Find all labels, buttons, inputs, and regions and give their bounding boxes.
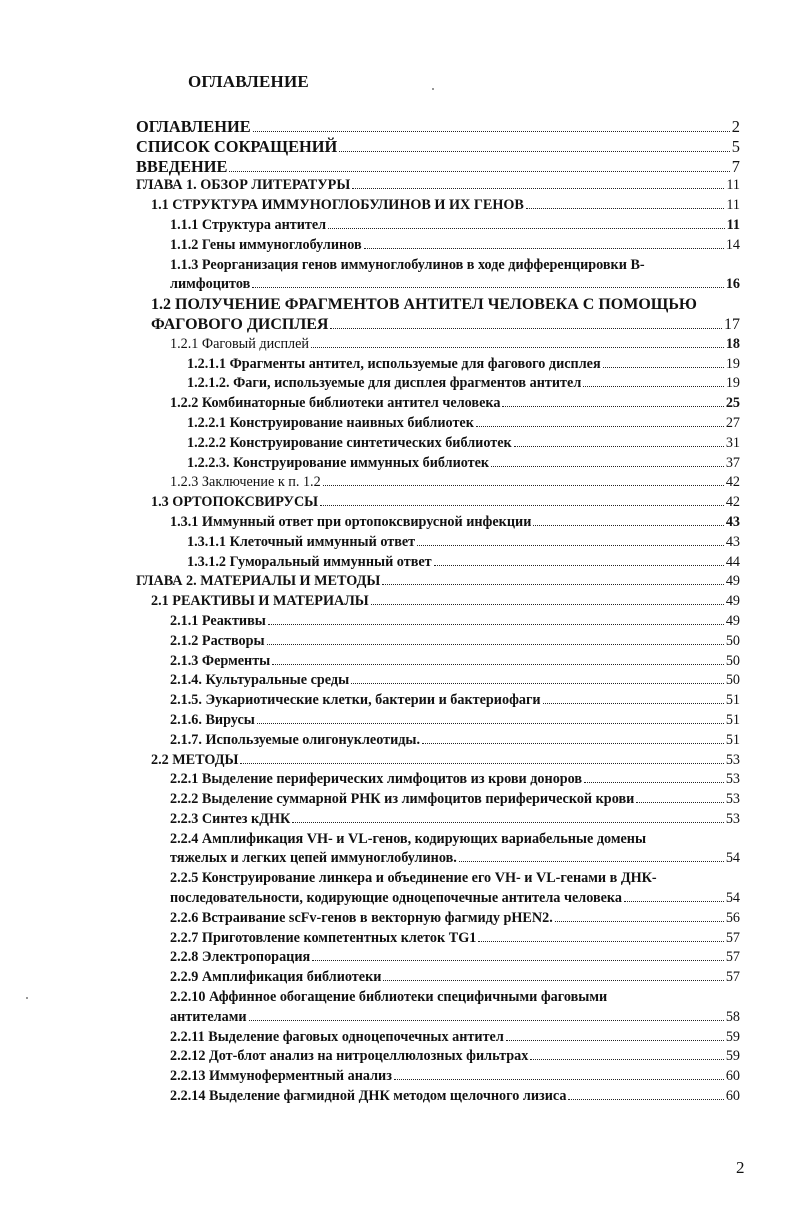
toc-page: 5 [731,136,740,156]
toc-page: 51 [725,711,740,728]
dot-leader [328,227,724,229]
toc-title: 2.2.13 Иммуноферментный анализ [170,1068,392,1085]
dot-leader [312,959,724,961]
toc-title: ГЛАВА 1. ОБЗОР ЛИТЕРАТУРЫ [136,177,351,194]
dot-leader [603,366,724,368]
dot-leader [240,762,723,764]
toc-page: 59 [725,1028,740,1045]
toc-page: 57 [725,969,740,986]
toc-page: 11 [726,216,740,233]
toc-page: 58 [725,1008,740,1025]
toc-entry[interactable] [136,157,740,177]
toc-title: 1.1.1 Структура антител [170,216,327,233]
toc-entry[interactable] [170,335,740,355]
dot-leader [506,1039,724,1041]
toc-title: 1.3.1 Иммунный ответ при ортопоксвирусной инфекции [170,513,532,530]
toc-title: 2.1.5. Эукариотические клетки, бактерии и бактериофаги [170,692,541,709]
toc-title: лимфоцитов [170,276,251,293]
toc-entry[interactable] [170,830,740,870]
toc-entry[interactable] [187,454,740,474]
dot-leader [267,643,724,645]
toc-page: 57 [725,949,740,966]
toc-title-line: 1.2 ПОЛУЧЕНИЕ ФРАГМЕНТОВ АНТИТЕЛ ЧЕЛОВЕКА С ПОМОЩЬЮ [151,296,697,314]
toc-title: антителами [170,1008,247,1025]
toc-entry[interactable] [151,751,740,771]
scan-speck [432,88,434,90]
toc-title: 1.2.2.3. Конструирование иммунных библиотек [187,454,490,471]
toc-entry[interactable] [151,592,740,612]
table-of-contents [0,117,799,1107]
toc-page: 25 [725,395,740,412]
toc-entry[interactable] [170,394,740,414]
toc-page: 37 [725,454,740,471]
toc-entry[interactable] [187,434,740,454]
toc-entry[interactable] [170,513,740,533]
toc-page: 19 [725,375,740,392]
toc-page: 60 [725,1088,740,1105]
toc-title: ФАГОВОГО ДИСПЛЕЯ [151,315,329,333]
toc-page: 43 [725,533,740,550]
dot-leader [371,603,724,605]
toc-title-line: 1.1.3 Реорганизация генов иммуноглобулинов в ходе дифференцировки В- [170,256,645,273]
toc-title: 1.2.1.1 Фрагменты антител, используемые для фагового дисплея [187,355,601,372]
toc-title: ГЛАВА 2. МАТЕРИАЛЫ И МЕТОДЫ [136,573,381,590]
toc-page: 11 [726,197,740,214]
toc-page: 2 [731,117,740,136]
dot-leader [394,1078,724,1080]
dot-leader [364,247,724,249]
toc-entry[interactable] [170,988,740,1028]
dot-leader [533,524,723,526]
dot-leader [323,484,724,486]
dot-leader [526,207,724,209]
toc-title: 2.1.7. Используемые олигонуклеотиды. [170,731,421,748]
toc-entry[interactable] [136,117,740,137]
dot-leader [459,860,724,862]
dot-leader [417,544,724,546]
toc-title: 2.1.6. Вирусы [170,711,255,728]
toc-title: 1.2.2.1 Конструирование наивных библиотек [187,414,474,431]
dot-leader [257,722,724,724]
toc-entry[interactable] [136,137,740,157]
toc-page: 54 [725,890,740,907]
toc-title-line: 2.2.5 Конструирование линкера и объединение его VH- и VL-генами в ДНК- [170,870,657,887]
toc-page: 53 [725,751,740,768]
dot-leader [478,940,723,942]
dot-leader [272,663,724,665]
page-number: 2 [736,1158,745,1177]
dot-leader [636,801,724,803]
toc-title: 1.3 ОРТОПОКСВИРУСЫ [151,494,319,511]
dot-leader [476,425,724,427]
dot-leader [268,623,724,625]
dot-leader [502,405,723,407]
toc-title-line: 2.2.4 Амплификация VH- и VL-генов, кодирующих вариабельные домены [170,830,647,847]
toc-entry[interactable] [170,909,740,929]
toc-title: 2.2.12 Дот-блот анализ на нитроцеллюлозных фильтрах [170,1048,529,1065]
dot-leader [253,130,730,132]
dot-leader [330,327,722,329]
toc-title: 1.2.1 Фаговый дисплей [170,335,310,352]
toc-title: ОГЛАВЛЕНИЕ [136,117,251,136]
toc-page: 7 [731,156,740,176]
dot-leader [434,564,724,566]
toc-title: последовательности, кодирующие одноцепочечные антитела человека [170,890,622,907]
toc-page: 53 [725,791,740,808]
dot-leader [249,1019,724,1021]
dot-leader [383,979,723,981]
toc-entry[interactable] [187,355,740,375]
dot-leader [320,504,724,506]
toc-page: 44 [725,553,740,570]
dot-leader [292,821,724,823]
dot-leader [311,346,724,348]
dot-leader [382,583,724,585]
toc-page: 56 [725,909,740,926]
toc-page: 59 [725,1048,740,1065]
toc-title: 2.2 МЕТОДЫ [151,751,239,768]
toc-entry[interactable] [170,929,740,949]
toc-title: СПИСОК СОКРАЩЕНИЙ [136,136,338,156]
toc-title: 2.2.6 Встраивание scFv-генов в векторную фагмиду pHEN2. [170,909,553,926]
toc-page: 17 [724,315,740,333]
dot-leader [583,385,724,387]
toc-title: тяжелых и легких цепей иммуноглобулинов. [170,850,457,867]
dot-leader [491,465,724,467]
toc-title: 2.1.1 Реактивы [170,612,266,629]
dot-leader [351,682,724,684]
toc-entry[interactable] [151,493,740,513]
toc-title: 2.2.8 Электропорация [170,949,311,966]
toc-page: 27 [725,414,740,431]
toc-title: 2.2.9 Амплификация библиотеки [170,969,382,986]
toc-page: 42 [725,474,740,491]
toc-title: 2.1.3 Ферменты [170,652,271,669]
toc-page: 50 [725,632,740,649]
toc-page: 42 [725,494,740,511]
toc-entry[interactable] [170,652,740,672]
toc-page: 49 [725,612,740,629]
toc-entry[interactable] [170,711,740,731]
toc-entry[interactable] [170,790,740,810]
toc-entry[interactable] [170,1028,740,1048]
toc-entry[interactable] [170,256,743,296]
toc-entry[interactable] [187,533,740,553]
toc-page: 16 [725,276,740,293]
toc-page: 14 [725,236,740,253]
toc-entry[interactable] [170,632,740,652]
toc-title: 1.1 СТРУКТУРА ИММУНОГЛОБУЛИНОВ И ИХ ГЕНОВ [151,197,524,214]
dot-leader [422,742,724,744]
dot-leader [530,1058,723,1060]
toc-title: 2.2.14 Выделение фагмидной ДНК методом щелочного лизиса [170,1088,567,1105]
toc-page: 19 [725,355,740,372]
toc-page: 51 [725,731,740,748]
toc-entry[interactable] [151,295,740,335]
toc-entry[interactable] [170,810,740,830]
dot-leader [624,900,724,902]
toc-entry[interactable] [187,553,740,573]
toc-page: 60 [725,1068,740,1085]
scan-speck [26,997,28,999]
toc-title: 2.2.1 Выделение периферических лимфоцитов из крови доноров [170,771,583,788]
toc-title: 1.2.3 Заключение к п. 1.2 [170,474,321,491]
toc-entry[interactable] [170,948,740,968]
dot-leader [543,702,724,704]
toc-entry[interactable] [170,1067,740,1087]
toc-entry[interactable] [170,612,740,632]
toc-title: 2.2.11 Выделение фаговых одноцепочечных антител [170,1028,504,1045]
toc-entry[interactable] [170,691,740,711]
toc-title: 2.2.7 Приготовление компетентных клеток TG1 [170,929,477,946]
toc-entry[interactable] [170,671,740,691]
toc-page: 11 [726,177,740,194]
toc-title: ВВЕДЕНИЕ [136,156,228,176]
toc-entry[interactable] [187,374,740,394]
toc-entry[interactable] [170,770,740,790]
toc-entry[interactable] [170,236,740,256]
dot-leader [584,781,724,783]
dot-leader [252,286,724,288]
dot-leader [568,1098,723,1100]
toc-title: 2.1.4. Культуральные среды [170,672,350,689]
dot-leader [339,150,729,152]
toc-title: 1.3.1.1 Клеточный иммунный ответ [187,533,416,550]
toc-title: 1.3.1.2 Гуморальный иммунный ответ [187,553,432,570]
toc-entry[interactable] [170,1087,740,1107]
toc-page: 49 [725,593,740,610]
toc-entry[interactable] [170,731,740,751]
toc-page: 54 [725,850,740,867]
toc-entry[interactable] [170,473,740,493]
toc-title: 2.2.3 Синтез кДНК [170,810,291,827]
toc-entry[interactable] [170,968,740,988]
toc-entry[interactable] [187,414,740,434]
toc-page: 31 [725,434,740,451]
toc-title: 1.1.2 Гены иммуноглобулинов [170,236,362,253]
toc-entry[interactable] [170,216,740,236]
toc-entry[interactable] [170,1047,740,1067]
toc-page: 50 [725,652,740,669]
page-title: ОГЛАВЛЕНИЕ [188,72,309,91]
toc-page: 51 [725,692,740,709]
toc-page: 57 [725,929,740,946]
dot-leader [555,920,724,922]
toc-page: 49 [725,573,740,590]
dot-leader [352,187,724,189]
toc-title: 1.2.1.2. Фаги, используемые для дисплея фрагментов антител [187,375,582,392]
toc-entry[interactable] [136,572,740,592]
toc-title: 2.2.2 Выделение суммарной РНК из лимфоцитов периферической крови [170,791,635,808]
toc-entry[interactable] [151,196,740,216]
toc-page: 53 [725,810,740,827]
dot-leader [514,445,724,447]
toc-page: 43 [725,513,740,530]
toc-title-line: 2.2.10 Аффинное обогащение библиотеки специфичными фаговыми [170,989,608,1006]
toc-entry[interactable] [170,869,743,909]
toc-page: 53 [725,771,740,788]
toc-title: 2.1 РЕАКТИВЫ И МАТЕРИАЛЫ [151,593,369,610]
toc-title: 1.2.2.2 Конструирование синтетических библиотек [187,434,512,451]
toc-page: 50 [725,672,740,689]
toc-title: 1.2.2 Комбинаторные библиотеки антител человека [170,395,501,412]
toc-entry[interactable] [136,176,740,196]
toc-page: 18 [725,335,740,352]
toc-title: 2.1.2 Растворы [170,632,265,649]
dot-leader [229,170,729,172]
